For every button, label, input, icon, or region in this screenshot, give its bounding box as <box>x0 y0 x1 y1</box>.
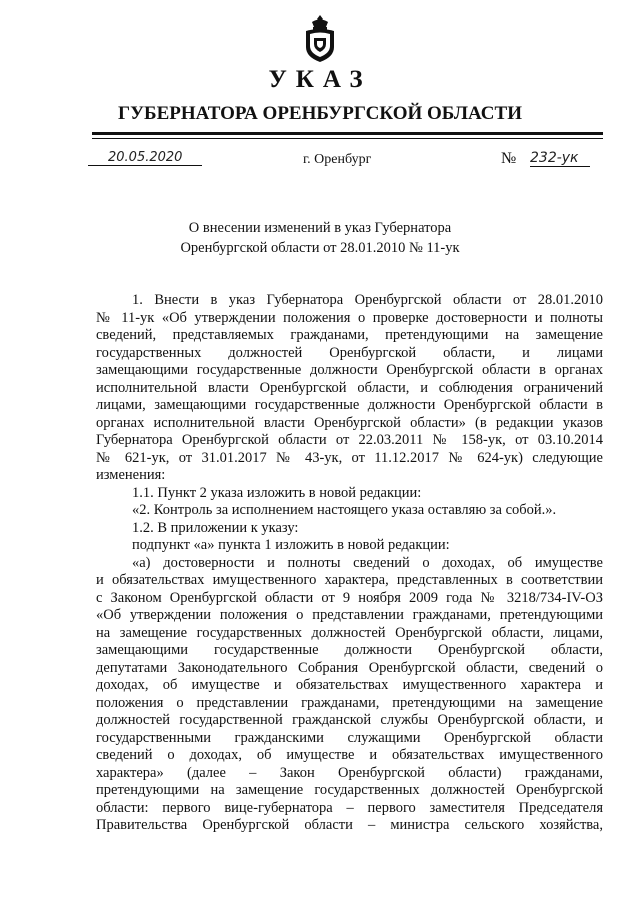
body-line: «а) достоверности и полноты сведений о доходах, об имуществе <box>132 554 603 571</box>
body-line: «2. Контроль за исполнением настоящего указа оставляю за собой.». <box>132 502 557 518</box>
decree-number: 232-ук <box>530 150 590 167</box>
body-line: № 621-ук, от 31.01.2017 № 43-ук, от 11.12.2017 № 624-ук) следующие <box>96 449 603 466</box>
decree-subject-line: Оренбургской области от 28.01.2010 № 11-ук <box>180 240 460 256</box>
body-line: Губернатора Оренбургской области от 22.03.2011 № 158-ук, от 03.10.2014 <box>96 432 603 448</box>
body-line: 1.2. В приложении к указу: <box>132 519 299 536</box>
body-line: должностей государственной гражданской службы Оренбургской области, и <box>96 712 603 728</box>
header-rule-thin <box>92 138 603 139</box>
coat-of-arms-emblem <box>303 14 337 64</box>
body-line: 1.1. Пункт 2 указа изложить в новой редакции: <box>132 484 422 501</box>
body-line: № 11-ук «Об утверждении положения о проверке достоверности и полноты <box>96 309 603 326</box>
body-line: характера» (далее – Закон Оренбургской области) гражданами, <box>96 764 603 781</box>
body-line: изменения: <box>96 467 166 483</box>
body-line: положения о представлении гражданами, претендующими на замещение <box>96 694 603 711</box>
body-line: с Законом Оренбургской области от 9 ноября 2009 года № 3218/734-IV-ОЗ <box>96 589 603 606</box>
body-line: депутатами Законодательного Собрания Оренбургской области, сведений о <box>96 659 603 676</box>
decree-city: г. Оренбург <box>303 152 372 167</box>
body-line: сведений, представляемых гражданами, претендующими на замещение <box>96 327 603 343</box>
body-line: замещающими государственные должности Оренбургской области, <box>96 642 603 658</box>
body-line: подпункт «а» пункта 1 изложить в новой редакции: <box>132 537 450 553</box>
decree-body <box>96 292 603 835</box>
body-line: и обязательствах имущественного характера, представленных в соответствии <box>96 572 603 588</box>
decree-subject-line: О внесении изменений в указ Губернатора <box>188 220 452 236</box>
decree-issuer: ГУБЕРНАТОРА ОРЕНБУРГСКОЙ ОБЛАСТИ <box>118 103 522 124</box>
body-line: области: первого вице-губернатора – первого заместителя Председателя <box>96 799 603 816</box>
body-line: государственными гражданскими служащими Оренбургской области <box>96 729 603 746</box>
decree-subject <box>0 218 640 258</box>
body-line: доходах, об имуществе и обязательствах имущественного характера и <box>96 677 603 693</box>
body-line: лицами, замещающими государственные должности Оренбургской области в <box>96 397 603 413</box>
body-line: «Об утверждении положения о представлении гражданами, претендующими <box>96 607 603 623</box>
body-line: претендующими на замещение государственных должностей Оренбургской <box>96 782 603 798</box>
body-line: 1. Внести в указ Губернатора Оренбургской области от 28.01.2010 <box>132 292 603 308</box>
body-line: органах исполнительной власти Оренбургской области» (в редакции указов <box>96 414 603 431</box>
body-line: государственных должностей Оренбургской области, и лицами <box>96 344 603 361</box>
body-line: сведений о доходах, об имуществе и обязательствах имущественного <box>96 747 603 763</box>
body-line: на замещение государственных должностей Оренбургской области, лицами, <box>96 624 603 641</box>
decree-number-label: № <box>501 150 517 167</box>
body-line: Правительства Оренбургской области – министра сельского хозяйства, <box>96 817 603 833</box>
body-line: замещающими государственные должности Оренбургской области в органах <box>96 362 603 378</box>
header-rule-thick <box>92 132 603 135</box>
body-line: исполнительной власти Оренбургской области, и соблюдения ограничений <box>96 379 603 396</box>
decree-date: 20.05.2020 <box>88 150 202 166</box>
decree-title: УКАЗ <box>268 66 372 93</box>
